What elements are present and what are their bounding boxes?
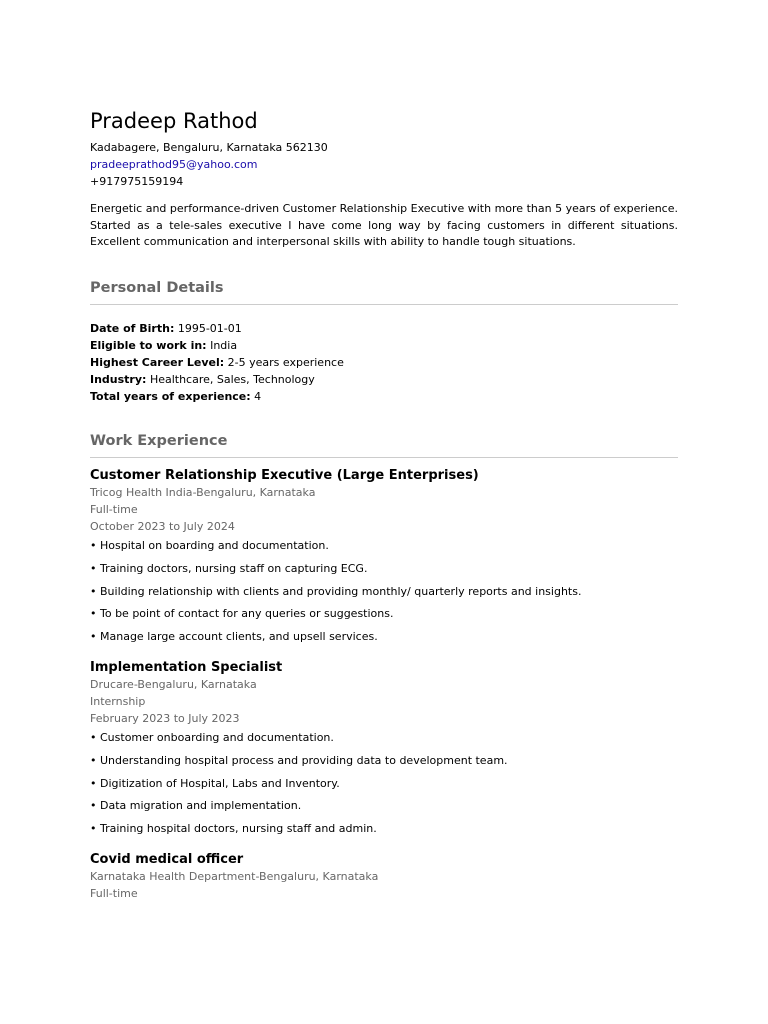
list-item — [90, 539, 678, 553]
section-divider — [90, 457, 678, 458]
detail-label: Total years of experience: — [90, 390, 251, 403]
job-company: Karnataka Health Department — [90, 870, 256, 883]
list-item — [90, 562, 678, 576]
list-item — [90, 799, 678, 813]
job-title: Implementation Specialist — [90, 660, 283, 675]
detail-label: Highest Career Level: — [90, 356, 225, 369]
duty-text: Training hospital doctors, nursing staff and admin. — [100, 821, 377, 835]
bullet-icon: • — [90, 561, 97, 575]
job-location: Bengaluru, Karnataka — [196, 486, 316, 499]
duty-text: Building relationship with clients and providing monthly/ quarterly reports and insights. — [100, 584, 582, 598]
list-item — [90, 777, 678, 791]
detail-row-eligibility — [90, 337, 344, 354]
work-experience-heading: Work Experience — [90, 433, 228, 449]
job-entry — [90, 467, 678, 652]
bullet-icon: • — [90, 776, 97, 790]
duty-text: Understanding hospital process and providing data to development team. — [100, 753, 508, 767]
duty-text: Hospital on boarding and documentation. — [100, 539, 329, 553]
detail-value: 1995-01-01 — [177, 322, 242, 335]
detail-row-career-level — [90, 354, 344, 371]
job-title: Covid medical officer — [90, 852, 244, 867]
job-company: Drucare — [90, 678, 134, 691]
job-entry — [90, 659, 678, 844]
job-company-location: Drucare-Bengaluru, Karnataka — [90, 678, 257, 691]
duty-text: Data migration and implementation. — [100, 799, 302, 813]
job-company-location: Tricog Health India-Bengaluru, Karnataka — [90, 486, 316, 499]
detail-row-dob — [90, 320, 344, 337]
bullet-icon: • — [90, 629, 97, 643]
contact-email-link[interactable]: pradeeprathod95@yahoo.com — [90, 158, 258, 171]
personal-details-heading: Personal Details — [90, 280, 224, 296]
job-type: Full-time — [90, 886, 138, 900]
detail-value: 4 — [254, 390, 262, 403]
duty-text: To be point of contact for any queries or suggestions. — [100, 607, 394, 621]
job-location: Bengaluru, Karnataka — [259, 870, 379, 883]
list-item — [90, 585, 678, 599]
bullet-icon: • — [90, 731, 97, 745]
detail-label: Date of Birth: — [90, 322, 175, 335]
bullet-icon: • — [90, 799, 97, 813]
detail-value: Healthcare, Sales, Technology — [149, 373, 315, 386]
profile-summary: Energetic and performance-driven Customer Relationship Executive with more than 5 years of experience. Started as a tele-sales executive I have come long way by facing customers in different situations. Excellent communication and interpersonal skills with ability to handle tough situations. — [90, 202, 678, 248]
job-entry — [90, 851, 678, 903]
bullet-icon: • — [90, 607, 97, 621]
detail-row-total-experience — [90, 388, 344, 405]
job-dates: February 2023 to July 2023 — [90, 711, 240, 725]
detail-value: India — [210, 339, 238, 352]
job-company: Tricog Health India — [90, 486, 193, 499]
personal-details-list — [90, 320, 344, 405]
job-type: Internship — [90, 694, 146, 708]
list-item — [90, 731, 678, 745]
bullet-icon: • — [90, 584, 97, 598]
section-divider — [90, 304, 678, 305]
duty-text: Manage large account clients, and upsell services. — [100, 629, 378, 643]
bullet-icon: • — [90, 821, 97, 835]
duty-text: Training doctors, nursing staff on capturing ECG. — [100, 561, 368, 575]
list-item — [90, 630, 678, 644]
detail-value: 2-5 years experience — [227, 356, 344, 369]
candidate-name: Pradeep Rathod — [90, 109, 258, 133]
job-title: Customer Relationship Executive (Large Enterprises) — [90, 468, 479, 483]
job-duties-list — [90, 539, 678, 643]
job-location: Bengaluru, Karnataka — [137, 678, 257, 691]
bullet-icon: • — [90, 539, 97, 553]
job-duties-list — [90, 731, 678, 835]
job-company-location: Karnataka Health Department-Bengaluru, Karnataka — [90, 870, 379, 883]
bullet-icon: • — [90, 753, 97, 767]
contact-address: Kadabagere, Bengaluru, Karnataka 562130 — [90, 141, 328, 154]
contact-phone: +917975159194 — [90, 175, 184, 188]
list-item — [90, 607, 678, 621]
list-item — [90, 822, 678, 836]
detail-label: Eligible to work in: — [90, 339, 207, 352]
detail-row-industry — [90, 371, 344, 388]
job-dates: October 2023 to July 2024 — [90, 519, 235, 533]
detail-label: Industry: — [90, 373, 147, 386]
duty-text: Digitization of Hospital, Labs and Inventory. — [100, 776, 340, 790]
duty-text: Customer onboarding and documentation. — [100, 731, 334, 745]
list-item — [90, 754, 678, 768]
job-type: Full-time — [90, 502, 138, 516]
